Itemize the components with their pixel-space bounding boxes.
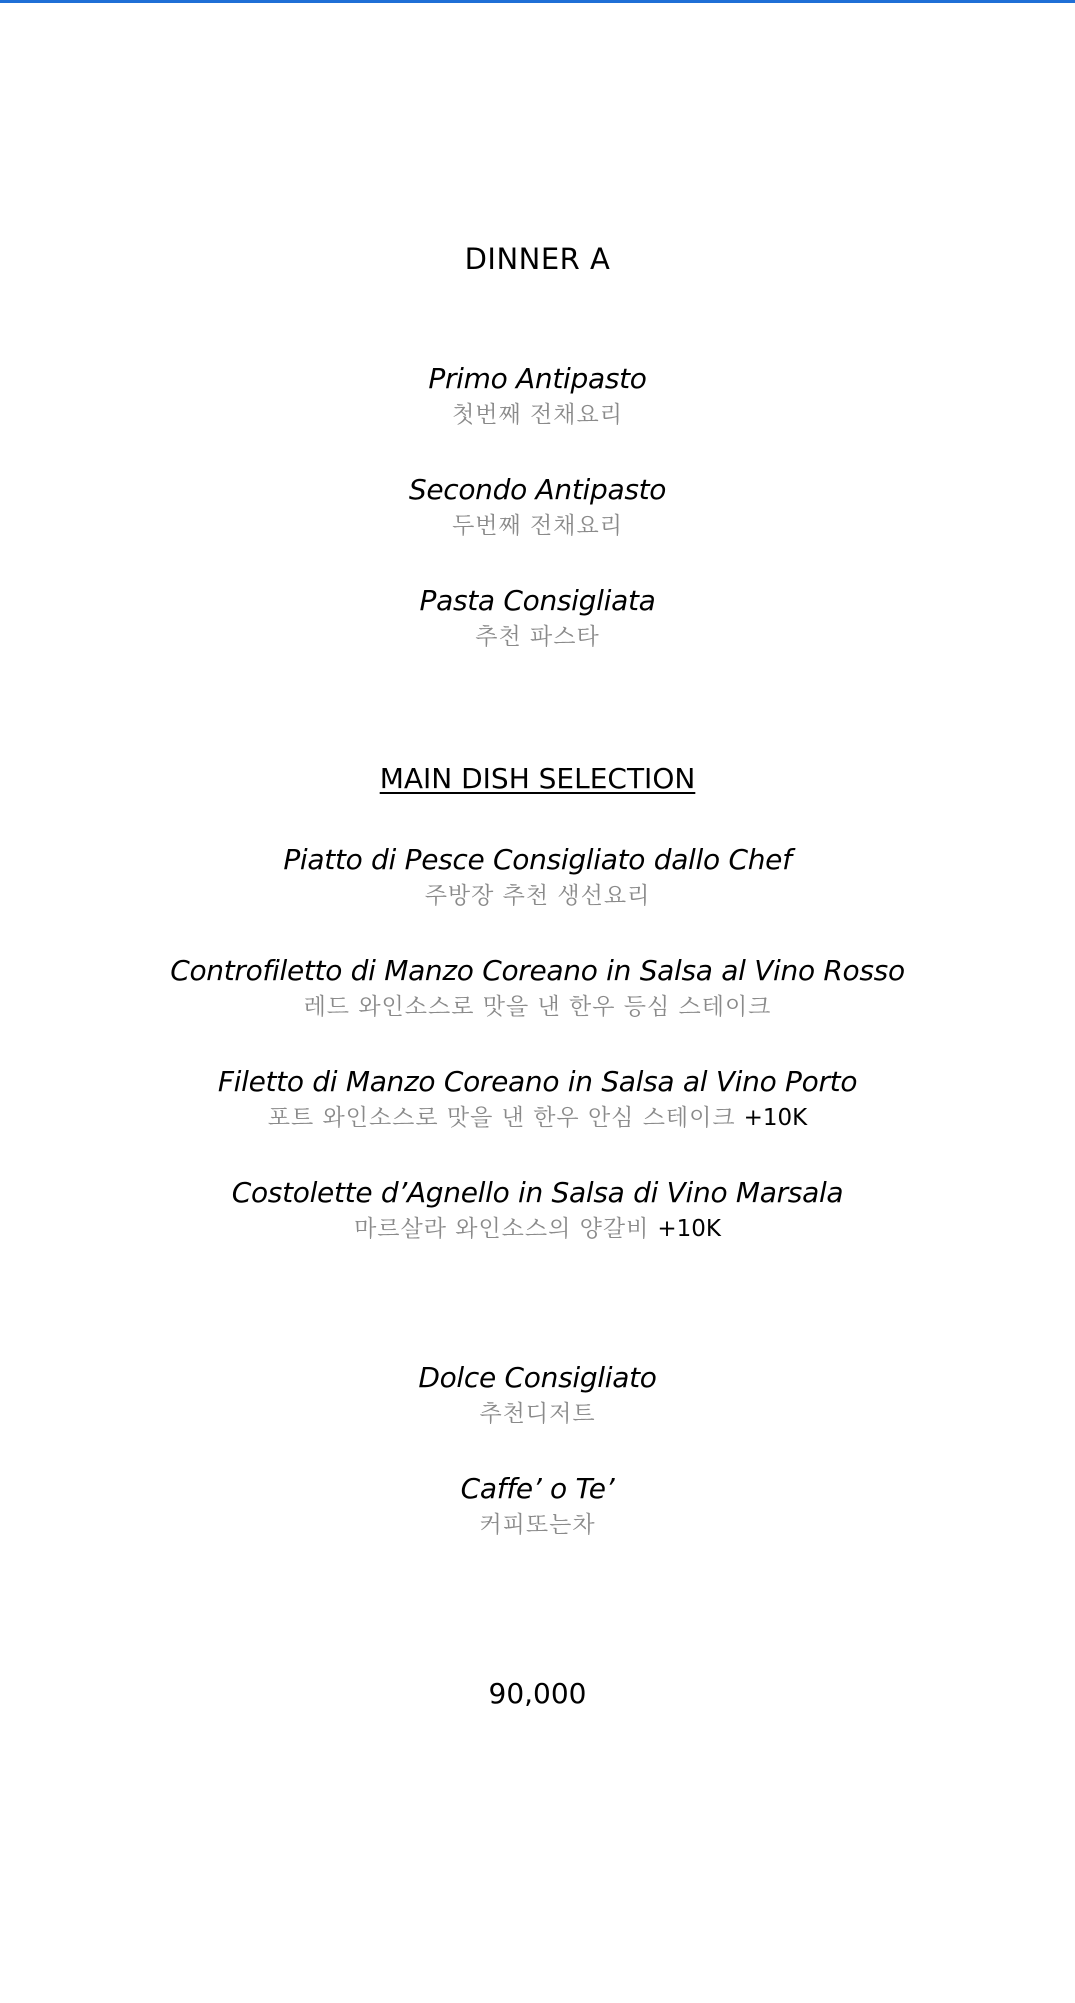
menu-title: DINNER A bbox=[464, 242, 611, 276]
main-dish-description-text: 레드 와인소스로 맛을 낸 한우 등심 스테이크 bbox=[303, 994, 772, 1020]
main-dish-name: Controfiletto di Manzo Coreano in Salsa al Vino Rosso bbox=[170, 954, 905, 987]
dessert-item bbox=[0, 1472, 1075, 1540]
dessert-item bbox=[0, 1361, 1075, 1429]
course-description: 추천 파스타 bbox=[475, 624, 600, 650]
course-item bbox=[0, 362, 1075, 430]
course-description: 첫번째 전채요리 bbox=[452, 402, 623, 428]
main-dish-section-title bbox=[0, 762, 1075, 796]
main-dish-description-text: 포트 와인소스로 맛을 낸 한우 안심 스테이크 bbox=[267, 1105, 736, 1131]
main-dish-description bbox=[0, 881, 1075, 911]
course-item bbox=[0, 473, 1075, 541]
dessert-description: 추천디저트 bbox=[479, 1401, 596, 1427]
course-description: 두번째 전채요리 bbox=[452, 513, 623, 539]
surcharge-label: +10K bbox=[657, 1216, 721, 1242]
main-dish-description bbox=[0, 992, 1075, 1022]
dessert-name: Dolce Consigliato bbox=[418, 1361, 657, 1394]
menu-price: 90,000 bbox=[488, 1677, 587, 1710]
main-dish-description bbox=[0, 1103, 1075, 1133]
main-dish-description-text: 주방장 추천 생선요리 bbox=[424, 883, 651, 909]
main-dish-item bbox=[0, 843, 1075, 911]
top-border-line bbox=[0, 0, 1075, 3]
course-name: Primo Antipasto bbox=[428, 362, 647, 395]
main-dish-item bbox=[0, 1065, 1075, 1133]
main-dish-name: Filetto di Manzo Coreano in Salsa al Vino Porto bbox=[217, 1065, 858, 1098]
main-dish-description bbox=[0, 1214, 1075, 1244]
beverage-description: 커피또는차 bbox=[479, 1512, 596, 1538]
main-dish-name: Piatto di Pesce Consigliato dallo Chef bbox=[283, 843, 792, 876]
course-name: Secondo Antipasto bbox=[408, 473, 667, 506]
main-dish-description-text: 마르살라 와인소스의 양갈비 bbox=[354, 1216, 650, 1242]
course-name: Pasta Consigliata bbox=[419, 584, 656, 617]
course-item bbox=[0, 584, 1075, 652]
beverage-name: Caffe’ o Te’ bbox=[460, 1472, 615, 1505]
main-dish-name: Costolette d’Agnello in Salsa di Vino Marsala bbox=[231, 1176, 844, 1209]
main-dish-item bbox=[0, 954, 1075, 1022]
section-heading: MAIN DISH SELECTION bbox=[379, 762, 696, 795]
surcharge-label: +10K bbox=[743, 1105, 808, 1131]
main-dish-item bbox=[0, 1176, 1075, 1244]
